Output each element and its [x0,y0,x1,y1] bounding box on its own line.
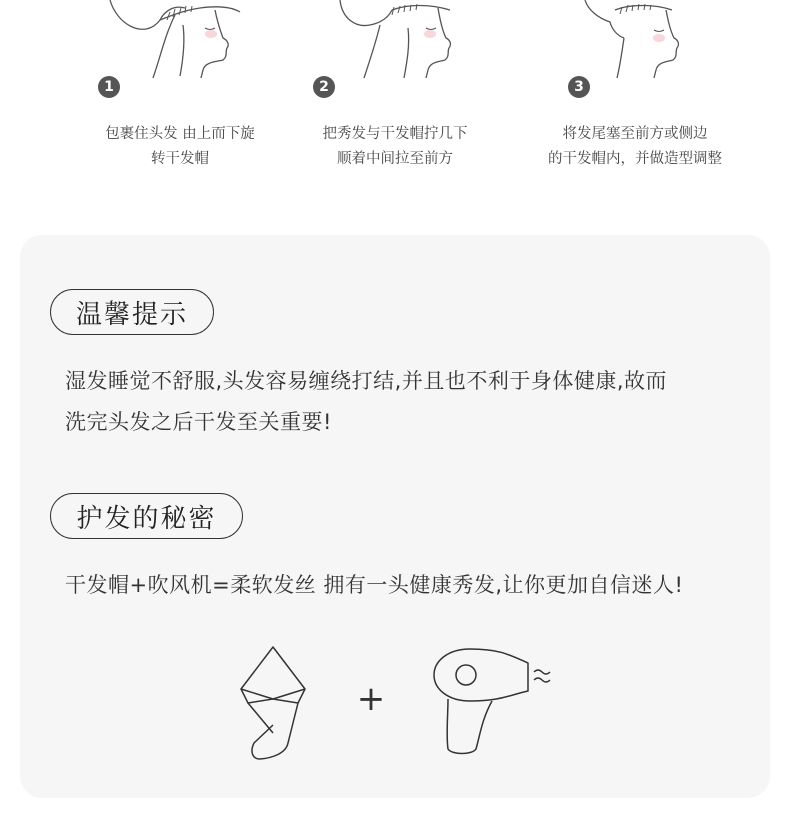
step-line: 将发尾塞至前方或侧边 [562,126,708,142]
secret-title: 护发的秘密 [50,493,243,539]
secret-text: 干发帽+吹风机=柔软发丝 拥有一头健康秀发,让你更加自信迷人! [65,573,684,597]
hair-towel-icon [238,643,308,763]
step-1 [65,0,295,200]
step-2 [280,0,510,200]
tips-line: 湿发睡觉不舒服,头发容易缠绕打结,并且也不利于身体健康,故而 [65,369,668,393]
towel-twist-face-icon [280,0,510,80]
step-description [280,122,510,172]
step-description [520,122,750,172]
step-line: 顺着中间拉至前方 [337,151,453,167]
towel-wrap-face-icon [65,0,295,80]
step-line: 的干发帽内，并做造型调整 [548,151,722,167]
step-number-badge: 1 [98,76,120,98]
tips-line: 洗完头发之后干发至关重要! [65,410,332,434]
towel-tuck-face-icon [520,0,750,80]
step-number-badge: 2 [313,76,335,98]
step-line: 把秀发与干发帽拧几下 [322,126,468,142]
tips-title: 温馨提示 [50,289,214,335]
step-line: 包裹住头发 由上而下旋 [105,126,255,142]
hair-dryer-icon [430,645,560,760]
step-number-badge: 3 [568,76,590,98]
tips-text [65,361,667,443]
step-line: 转干发帽 [151,151,209,167]
plus-sign: + [356,679,386,719]
step-description [65,122,295,172]
step-3 [520,0,750,200]
steps-section [0,0,790,200]
tips-card [20,235,770,798]
